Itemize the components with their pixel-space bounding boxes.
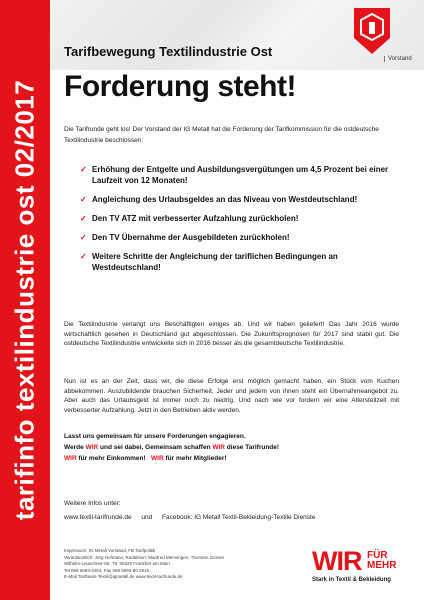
imprint: Impressum: IG Metall Vorstand, FB Tarifpolitik Verantwortlich: Jörg Hofmann, Redaktion: Manfred Menningen, Thorsten Gesser Wilhelm-Leuschner-Str. 79, 60329 Frankfurt am Main Tel 069 6693-2464, Fax 069 6693-80 2915 E-Mail Tarifteam-Textil@igmetall.de www.textil-tarifrunde.de: [64, 548, 225, 579]
checkmark-icon: ✓: [80, 165, 87, 174]
body-paragraph-1: Die Textilindustrie verlangt uns Beschäftigten einiges ab. Und wir haben geliefert! Das Jahr 2016 wurde wirtschaftlich gesehen in Deutschland gut abgeschlossen. Die Zukunftsprognosen für 2017 sind stabil gut. Die ostdeutsche Textilindustrie entwickelte sich in 2016 besser als die gesamtdeutsche Textilindustrie.: [64, 321, 399, 347]
page-subtitle: Tarifbewegung Textilindustrie Ost: [64, 44, 273, 59]
demand-item: ✓ Den TV Übernahme der Ausgebildeten zurückholen!: [80, 233, 290, 242]
call-to-action: [64, 431, 404, 464]
ig-metall-logo-icon: [352, 6, 392, 56]
demand-item: ✓ Weitere Schritte der Angleichung der tariflichen Bedingungen an Westdeutschland!: [80, 252, 338, 272]
demands-list: [80, 164, 400, 281]
cta-line-3: WIR für mehr Einkommen! WIR für mehr Mitglieder!: [64, 455, 227, 462]
und-text: und: [141, 514, 153, 521]
facebook-link[interactable]: Facebook: IG Metall Textil-Bekleidung-Textile Dienste: [162, 514, 316, 521]
brand-wir: WIR: [312, 546, 362, 576]
page-title: Forderung steht!: [64, 70, 296, 103]
more-info-label: Weitere Infos unter:: [64, 500, 121, 507]
brand-tagline: Stark in Textil & Bekleidung: [312, 577, 391, 583]
checkmark-icon: ✓: [80, 195, 87, 204]
intro-text: Die Tarifrunde geht los! Der Vorstand der IG Metall hat die Forderung der Tarifkommission für die ostdeutsche Textilindustrie beschlossen:: [64, 126, 379, 144]
cta-line-1: Lasst uns gemeinsam für unsere Forderungen engagieren.: [64, 433, 246, 440]
body-paragraph-2: Nun ist es an der Zeit, dass wir, die diese Erfolge erst möglich gemacht haben, ein Stück vom Kuchen abbekommen. Auszubildende brauchen Sicherheit. Jeder und jedem von ihnen steht ein Übernahmeangebot zu. Aber auch das Urlaubsgeld ist immer noch zu niedrig. Und nach wie vor fordern wir eine Altersteilzeit mit verbesserter Aufzahlung. Jetzt in den Betrieben aktiv werden.: [64, 378, 399, 414]
info-links: [64, 514, 315, 521]
website-link[interactable]: www.textil-tarifrunde.de: [64, 514, 132, 521]
sidebar-band: [0, 0, 50, 600]
wir-fuer-mehr-logo: [312, 547, 412, 589]
checkmark-icon: ✓: [80, 233, 87, 242]
demand-item: ✓ Erhöhung der Entgelte und Ausbildungsvergütungen um 4,5 Prozent bei einer Laufzeit von 12 Monaten!: [80, 165, 389, 185]
checkmark-icon: ✓: [80, 252, 87, 261]
demand-item: ✓ Angleichung des Urlaubsgeldes an das Niveau von Westdeutschland!: [80, 195, 358, 204]
brand-fuer-mehr: FÜR MEHR: [367, 550, 397, 571]
checkmark-icon: ✓: [80, 214, 87, 223]
cta-line-2: Werde WIR und sei dabei, Gemeinsam schaffen WIR diese Tarifrunde!: [64, 444, 280, 451]
vorstand-label: Vorstand: [384, 56, 412, 62]
demand-item: ✓ Den TV ATZ mit verbesserter Aufzahlung zurückholen!: [80, 214, 299, 223]
sidebar-title: tarifinfo textilindustrie ost 02/2017: [9, 79, 40, 521]
